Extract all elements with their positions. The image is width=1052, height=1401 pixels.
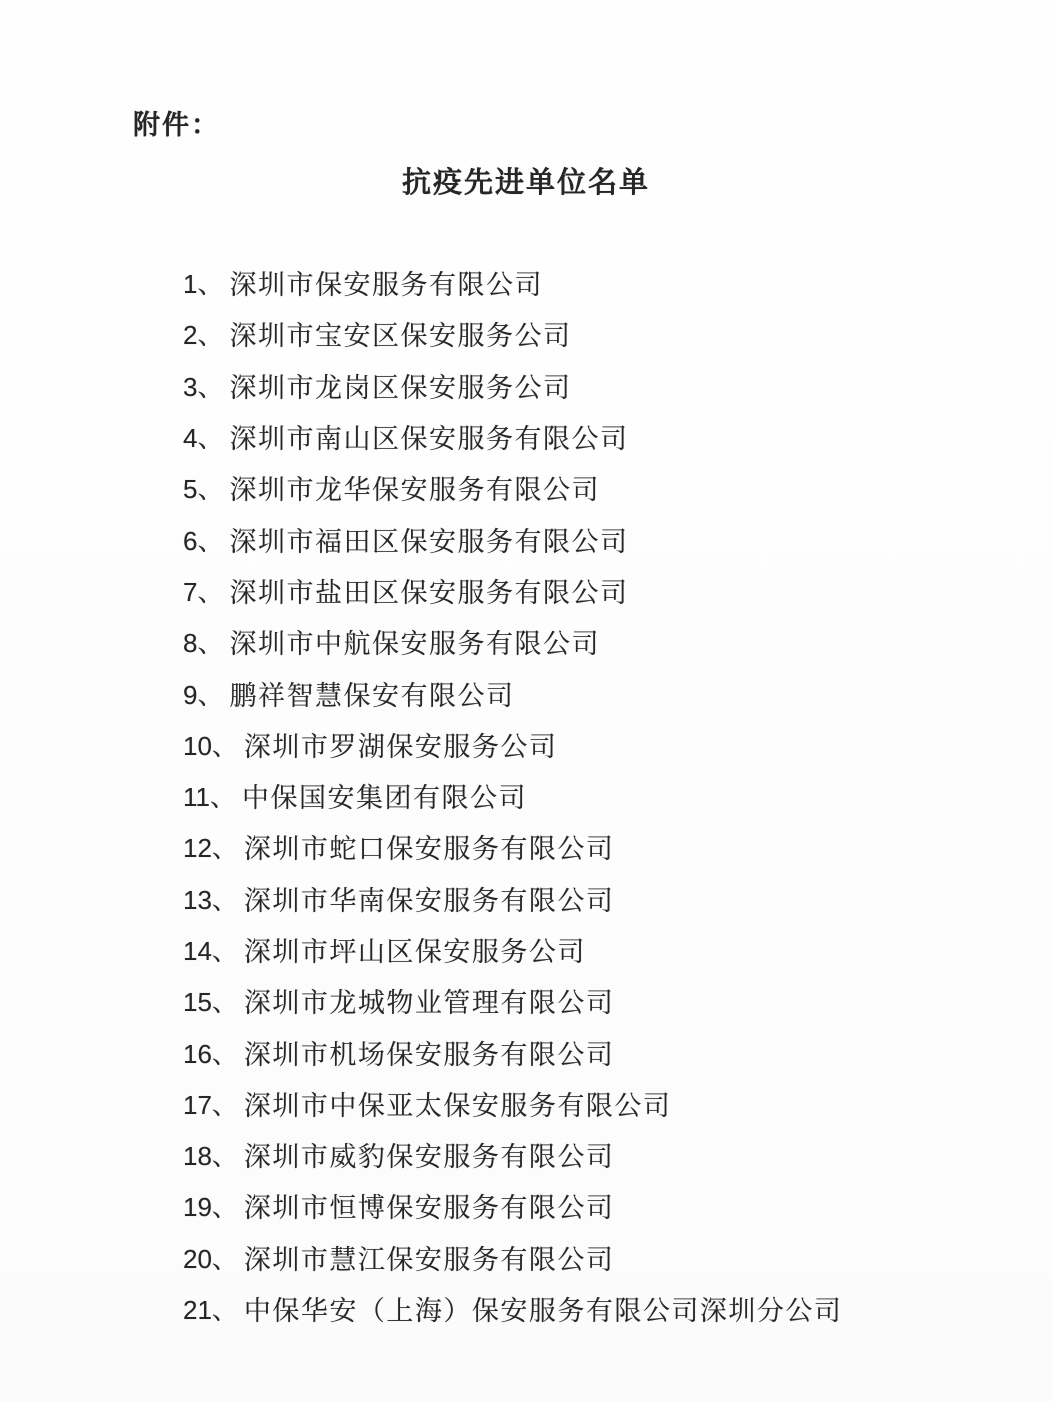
company-name: 深圳市南山区保安服务有限公司	[229, 424, 629, 455]
company-name: 深圳市罗湖保安服务公司	[243, 731, 558, 762]
company-name: 鹏祥智慧保安有限公司	[229, 680, 515, 711]
list-item	[183, 411, 1012, 462]
list-item-number: 5、	[183, 474, 224, 505]
list-item-number: 13、	[183, 884, 238, 915]
list-item-number: 1、	[183, 269, 224, 300]
list-item-number: 10、	[183, 730, 238, 761]
company-name: 深圳市福田区保安服务有限公司	[229, 526, 629, 557]
list-item-number: 21、	[183, 1295, 238, 1326]
list-item-number: 11、	[183, 782, 236, 813]
list-item-number: 18、	[183, 1141, 238, 1172]
list-item-number: 6、	[183, 525, 224, 556]
company-name: 深圳市华南保安服务有限公司	[243, 885, 615, 916]
company-name: 深圳市恒博保安服务有限公司	[243, 1193, 615, 1224]
list-item	[183, 257, 1012, 308]
page-title: 抗疫先进单位名单	[401, 167, 650, 199]
company-name: 深圳市中航保安服务有限公司	[229, 629, 600, 660]
company-name: 深圳市龙华保安服务有限公司	[229, 475, 600, 506]
list-item	[183, 1078, 1012, 1129]
company-name: 深圳市机场保安服务有限公司	[243, 1039, 615, 1070]
list-item	[183, 1026, 1012, 1077]
list-item	[183, 1232, 1012, 1283]
company-name: 深圳市坪山区保安服务公司	[243, 937, 586, 967]
company-name: 深圳市保安服务有限公司	[229, 270, 543, 301]
company-name: 深圳市中保亚太保安服务有限公司	[243, 1090, 672, 1121]
list-item	[183, 1283, 1012, 1334]
list-item	[183, 462, 1012, 513]
attachment-label: 附件：	[133, 110, 220, 140]
list-item-number: 7、	[183, 576, 224, 607]
company-name: 深圳市龙城物业管理有限公司	[243, 988, 615, 1019]
list-item	[183, 1180, 1012, 1231]
list-item	[183, 513, 1012, 564]
list-item	[183, 975, 1012, 1026]
list-item-number: 15、	[183, 987, 238, 1018]
list-item	[183, 565, 1012, 616]
company-name: 深圳市慧江保安服务有限公司	[243, 1244, 615, 1275]
list-item-number: 4、	[183, 423, 224, 454]
list-item	[183, 308, 1012, 359]
list-item-number: 2、	[183, 320, 224, 351]
list-item	[183, 770, 1012, 821]
company-name: 深圳市蛇口保安服务有限公司	[243, 834, 615, 865]
list-item	[183, 924, 1012, 975]
company-name: 中保华安（上海）保安服务有限公司深圳分公司	[243, 1296, 843, 1327]
list-item	[183, 873, 1012, 924]
list-item	[183, 719, 1012, 770]
company-list	[183, 257, 1012, 1334]
list-item-number: 16、	[183, 1038, 238, 1069]
list-item-number: 14、	[183, 936, 238, 966]
list-item-number: 17、	[183, 1089, 238, 1120]
list-item-number: 20、	[183, 1243, 238, 1274]
company-name: 中保国安集团有限公司	[242, 783, 527, 814]
list-item	[183, 667, 1012, 718]
list-item	[183, 821, 1012, 872]
company-name: 深圳市威豹保安服务有限公司	[243, 1142, 615, 1173]
list-item-number: 19、	[183, 1192, 238, 1223]
company-name: 深圳市龙岗区保安服务公司	[229, 372, 572, 403]
list-item-number: 3、	[183, 371, 224, 402]
company-name: 深圳市盐田区保安服务有限公司	[229, 577, 629, 608]
list-item-number: 12、	[183, 833, 238, 864]
list-item	[183, 360, 1012, 411]
company-name: 深圳市宝安区保安服务公司	[229, 321, 572, 352]
list-item	[183, 616, 1012, 667]
list-item-number: 8、	[183, 628, 224, 659]
list-item-number: 9、	[183, 679, 224, 710]
list-item	[183, 1129, 1012, 1180]
